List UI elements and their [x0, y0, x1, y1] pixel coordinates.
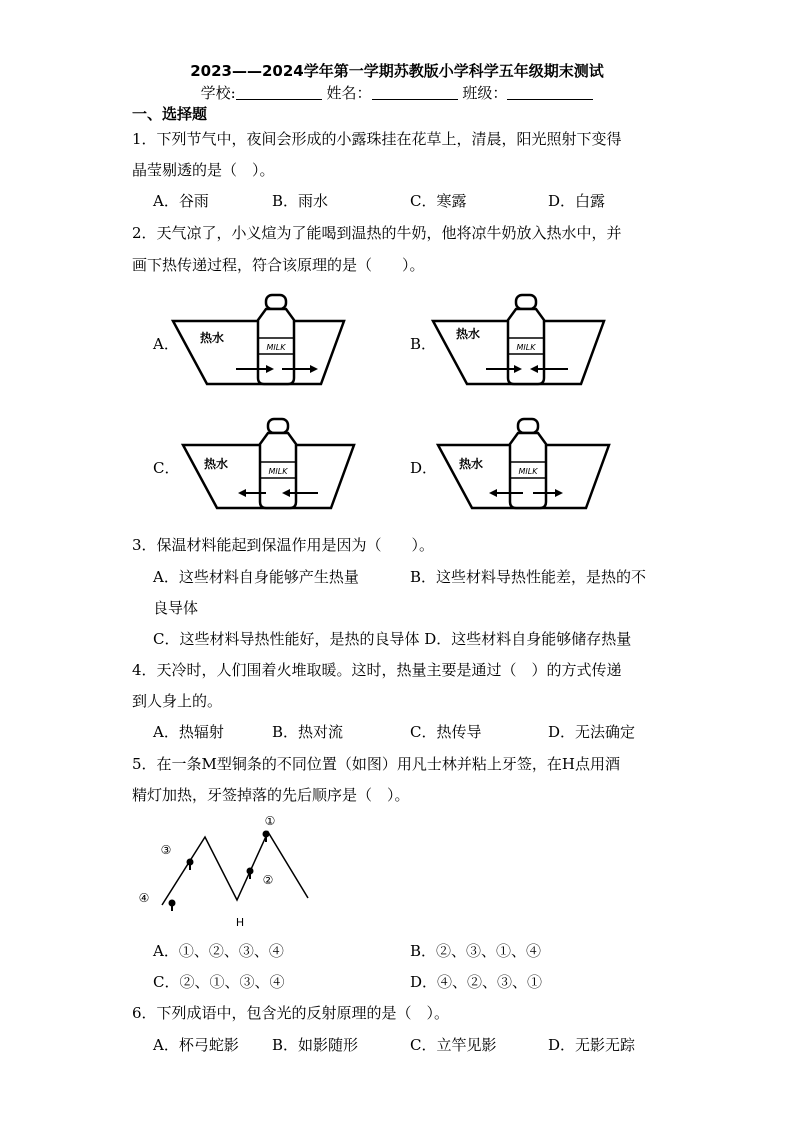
q1-stem-line2: 晶莹剔透的是（ ）。 [132, 161, 275, 179]
q5-option-a[interactable]: A．①、②、③、④ [153, 942, 284, 960]
q2-option-a[interactable]: A． [153, 335, 179, 353]
hot-water-label: 热水 [459, 457, 484, 471]
point-2-label: ② [262, 873, 274, 887]
school-label: 学校: [200, 84, 236, 102]
q2-figure-b [430, 290, 620, 390]
name-field[interactable] [372, 85, 458, 100]
q2-figure-a [170, 290, 360, 390]
q2-option-b[interactable]: B． [410, 335, 437, 353]
milk-label: MILK [268, 467, 288, 476]
q5-stem-line1: 5．在一条M型铜条的不同位置（如图）用凡士林并粘上牙签，在H点用酒 [132, 755, 620, 773]
q3-option-b-cont: 良导体 [153, 599, 199, 617]
page-title: 2023——2024学年第一学期苏教版小学科学五年级期末测试 [190, 62, 604, 80]
q5-option-b[interactable]: B．②、③、①、④ [410, 942, 542, 960]
q3-stem: 3．保温材料能起到保温作用是因为（ ）。 [132, 536, 435, 554]
q5-option-c[interactable]: C．②、①、③、④ [153, 973, 285, 991]
q6-option-a[interactable]: A．杯弓蛇影 [153, 1036, 239, 1054]
q2-stem-line1: 2．天气凉了，小义煊为了能喝到温热的牛奶，他将凉牛奶放入热水中，并 [132, 224, 622, 242]
q5-stem-line2: 精灯加热，牙签掉落的先后顺序是（ ）。 [132, 786, 410, 804]
school-field[interactable] [236, 85, 322, 100]
q1-option-d[interactable]: D．白露 [548, 192, 606, 210]
milk-bottle-icon [258, 295, 294, 384]
student-info-line [0, 82, 794, 103]
q2-figure-c [180, 414, 370, 514]
q2-option-c[interactable]: C． [153, 459, 180, 477]
milk-label: MILK [516, 343, 536, 352]
q5-copper-strip-figure [130, 810, 320, 935]
q4-stem-line2: 到人身上的。 [132, 692, 223, 710]
point-4-label: ④ [138, 891, 150, 905]
q4-option-a[interactable]: A．热辐射 [153, 723, 224, 741]
q6-option-b[interactable]: B．如影随形 [272, 1036, 359, 1054]
q1-option-a[interactable]: A．谷雨 [153, 192, 209, 210]
q4-option-b[interactable]: B．热对流 [272, 723, 344, 741]
milk-bottle-icon [510, 419, 546, 508]
point-3-label: ③ [160, 843, 172, 857]
milk-bottle-icon [508, 295, 544, 384]
q4-option-c[interactable]: C．热传导 [410, 723, 482, 741]
point-h-label: H [235, 916, 245, 929]
class-label: 班级： [462, 84, 508, 102]
q1-stem-line1: 1．下列节气中，夜间会形成的小露珠挂在花草上，清晨，阳光照射下变得 [132, 130, 622, 148]
q3-option-b[interactable]: B．这些材料导热性能差，是热的不 [410, 568, 647, 586]
q6-option-d[interactable]: D．无影无踪 [548, 1036, 636, 1054]
q4-stem-line1: 4．天冷时，人们围着火堆取暖。这时，热量主要是通过（ ）的方式传递 [132, 661, 622, 679]
q6-stem: 6．下列成语中，包含光的反射原理的是（ ）。 [132, 1004, 450, 1022]
q3-option-c-d[interactable]: C．这些材料导热性能好，是热的良导体 D．这些材料自身能够储存热量 [153, 630, 632, 648]
q2-option-d[interactable]: D． [410, 459, 438, 477]
hot-water-label: 热水 [200, 331, 225, 345]
hot-water-label: 热水 [456, 327, 481, 341]
q5-option-d[interactable]: D．④、②、③、① [410, 973, 543, 991]
milk-label: MILK [266, 343, 286, 352]
point-1-label: ① [264, 814, 276, 828]
name-label: 姓名： [326, 84, 372, 102]
section-heading: 一、选择题 [132, 105, 208, 123]
q2-figure-d [435, 414, 625, 514]
q6-option-c[interactable]: C．立竿见影 [410, 1036, 497, 1054]
q4-option-d[interactable]: D．无法确定 [548, 723, 636, 741]
q3-option-a[interactable]: A．这些材料自身能够产生热量 [153, 568, 359, 586]
q1-option-c[interactable]: C．寒露 [410, 192, 467, 210]
q1-option-b[interactable]: B．雨水 [272, 192, 329, 210]
hot-water-label: 热水 [204, 457, 229, 471]
m-shaped-copper-strip [162, 832, 308, 905]
class-field[interactable] [507, 85, 593, 100]
q2-stem-line2: 画下热传递过程，符合该原理的是（ ）。 [132, 256, 425, 274]
milk-bottle-icon [260, 419, 296, 508]
milk-label: MILK [518, 467, 538, 476]
